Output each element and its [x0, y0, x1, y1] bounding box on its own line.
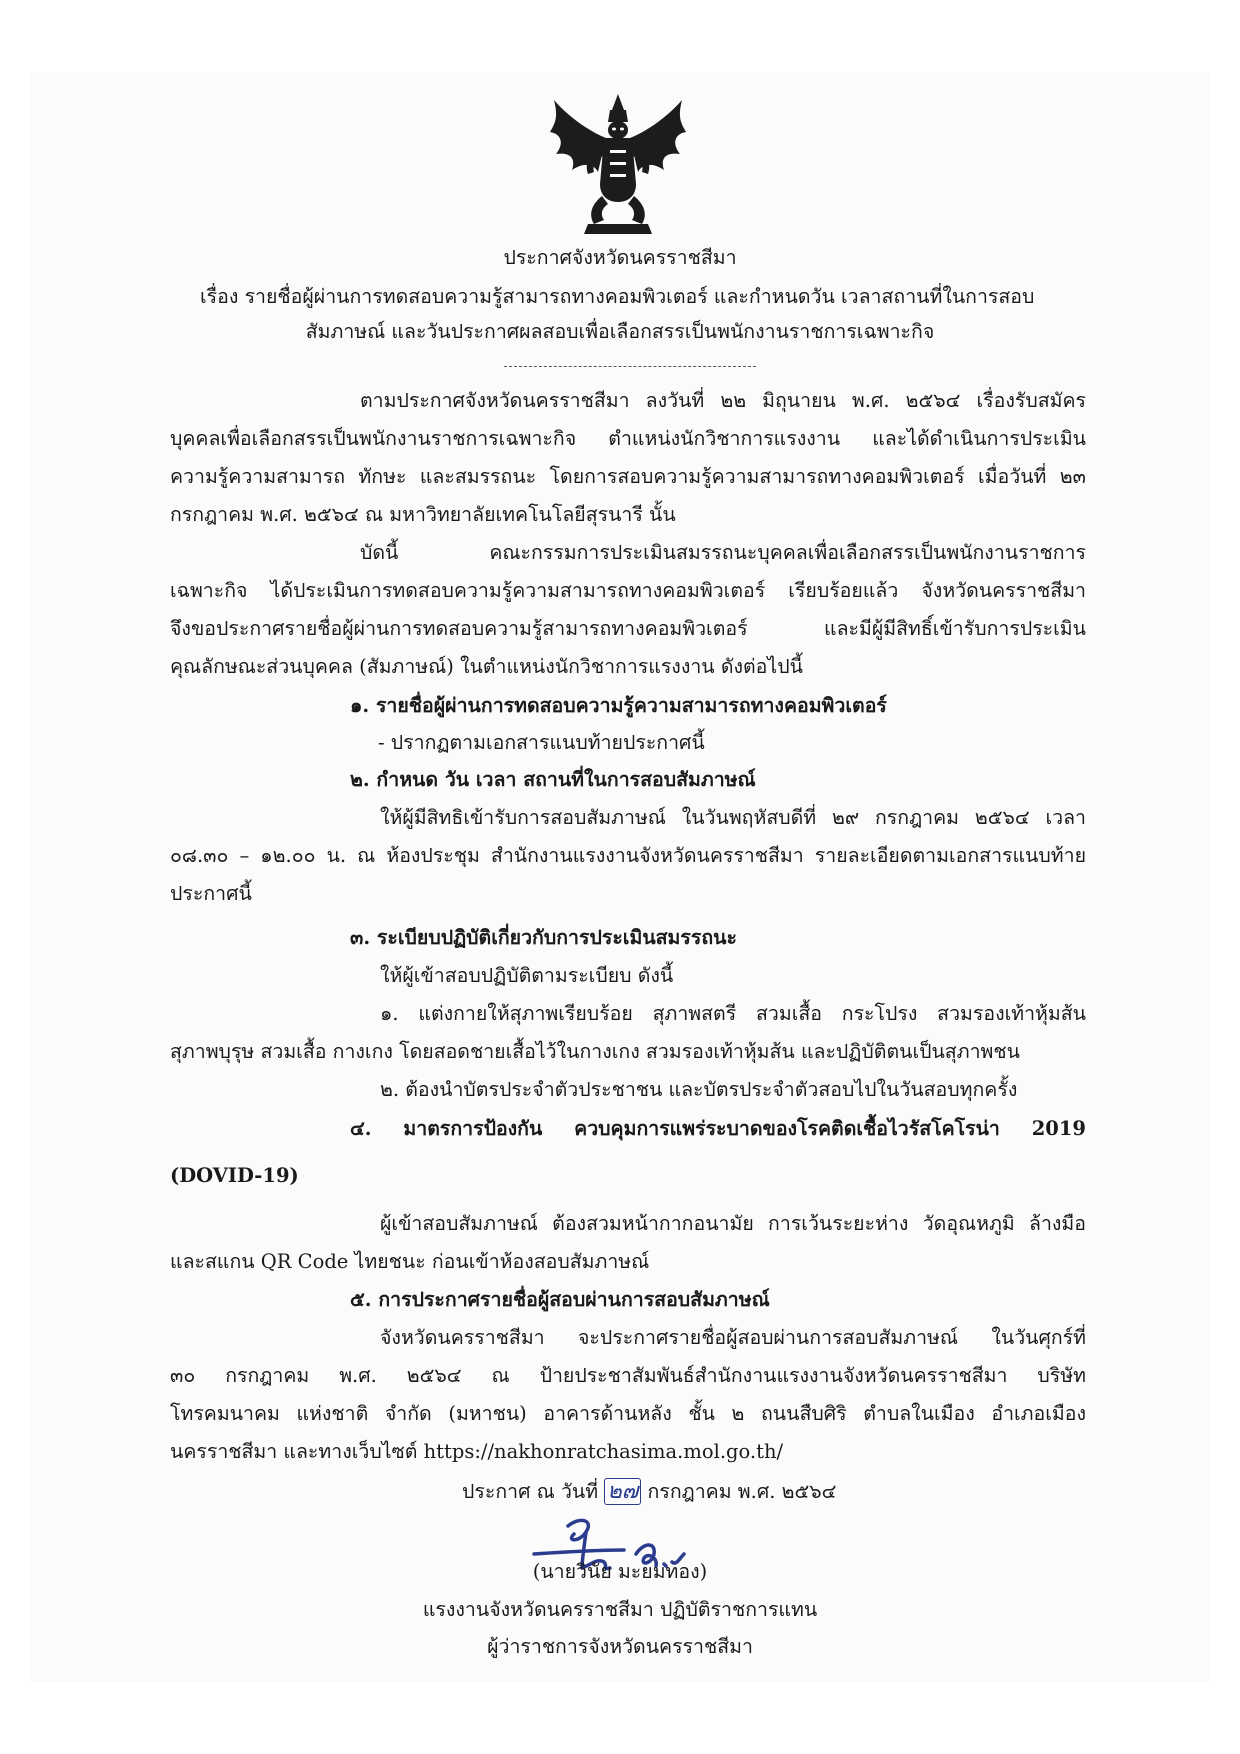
intro-p2-line3: จึงขอประกาศรายชื่อผู้ผ่านการทดสอบความรู้สามารถทางคอมพิวเตอร์ และมีผู้มีสิทธิ์เข้ารับการประเมิน — [170, 617, 1086, 640]
section-3-item1-line1: ๑. แต่งกายให้สุภาพเรียบร้อย สุภาพสตรี สวมเสื้อ กระโปรง สวมรองเท้าหุ้มส้น — [380, 1002, 1086, 1025]
intro-p1-line4: กรกฎาคม พ.ศ. ๒๕๖๔ ณ มหาวิทยาลัยเทคโนโลยีสุรนารี นั้น — [170, 503, 676, 526]
section-3-item2: ๒. ต้องนำบัตรประจำตัวประชาชน และบัตรประจำตัวสอบไปในวันสอบทุกครั้ง — [380, 1078, 1018, 1101]
section-5-heading: ๕. การประกาศรายชื่อผู้สอบผ่านการสอบสัมภาษณ์ — [350, 1288, 770, 1311]
signer-title-2: ผู้ว่าราชการจังหวัดนครราชสีมา — [487, 1635, 753, 1658]
date-suffix: กรกฎาคม พ.ศ. ๒๕๖๔ — [647, 1480, 837, 1503]
document-title: ประกาศจังหวัดนครราชสีมา — [503, 246, 737, 269]
section-3-item1-line2: สุภาพบุรุษ สวมเสื้อ กางเกง โดยสอดชายเสื้อไว้ในกางเกง สวมรองเท้าหุ้มส้น และปฏิบัติตนเป็นสุภาพชน — [170, 1040, 1020, 1063]
section-4-line1: ผู้เข้าสอบสัมภาษณ์ ต้องสวมหน้ากากอนามัย การเว้นระยะห่าง วัดอุณหภูมิ ล้างมือ — [380, 1212, 1086, 1235]
section-2-line2: ๐๘.๓๐ – ๑๒.๐๐ น. ณ ห้องประชุม สำนักงานแรงงานจังหวัดนครราชสีมา รายละเอียดตามเอกสารแนบท้าย — [170, 844, 1086, 867]
section-2-line1: ให้ผู้มีสิทธิเข้ารับการสอบสัมภาษณ์ ในวันพฤหัสบดีที่ ๒๙ กรกฎาคม ๒๕๖๔ เวลา — [380, 806, 1086, 829]
section-4-line2: และสแกน QR Code ไทยชนะ ก่อนเข้าห้องสอบสัมภาษณ์ — [170, 1250, 650, 1273]
section-3-intro: ให้ผู้เข้าสอบปฏิบัติตามระเบียบ ดังนี้ — [380, 964, 674, 987]
header-separator — [504, 366, 756, 367]
date-day: ๒๗ — [604, 1478, 641, 1505]
intro-p1-line3: ความรู้ความสามารถ ทักษะ และสมรรถนะ โดยการสอบความรู้ความสามารถทางคอมพิวเตอร์ เมื่อวันที่ ๒๓ — [170, 465, 1086, 488]
subject-line-2: สัมภาษณ์ และวันประกาศผลสอบเพื่อเลือกสรรเป็นพนักงานราชการเฉพาะกิจ — [305, 320, 935, 343]
section-5-line2: ๓๐ กรกฎาคม พ.ศ. ๒๕๖๔ ณ ป้ายประชาสัมพันธ์สำนักงานแรงงานจังหวัดนครราชสีมา บริษัท — [170, 1364, 1086, 1387]
signer-name: (นายวินัย มะยมทอง) — [532, 1560, 708, 1583]
subject-line-1: เรื่อง รายชื่อผู้ผ่านการทดสอบความรู้สามารถทางคอมพิวเตอร์ และกำหนดวัน เวลาสถานที่ในการสอบ — [200, 285, 1035, 308]
section-4-heading-line1: ๔. มาตรการป้องกัน ควบคุมการแพร่ระบาดของโรคติดเชื้อไวรัสโคโรน่า 2019 — [350, 1117, 1086, 1140]
section-1-heading: ๑. รายชื่อผู้ผ่านการทดสอบความรู้ความสามารถทางคอมพิวเตอร์ — [350, 694, 887, 717]
section-2-heading: ๒. กำหนด วัน เวลา สถานที่ในการสอบสัมภาษณ์ — [350, 768, 756, 791]
intro-p2-line1: บัดนี้ คณะกรรมการประเมินสมรรถนะบุคคลเพื่อเลือกสรรเป็นพนักงานราชการ — [360, 541, 1086, 564]
section-5-line4: นครราชสีมา และทางเว็บไซต์ https://nakhonratchasima.mol.go.th/ — [170, 1440, 784, 1463]
section-2-line3: ประกาศนี้ — [170, 882, 252, 905]
garuda-emblem-icon — [548, 92, 688, 237]
section-1-item: - ปรากฏตามเอกสารแนบท้ายประกาศนี้ — [378, 731, 705, 754]
section-3-heading: ๓. ระเบียบปฏิบัติเกี่ยวกับการประเมินสมรรถนะ — [350, 926, 737, 949]
date-prefix: ประกาศ ณ วันที่ — [462, 1480, 599, 1503]
intro-p1-line2: บุคคลเพื่อเลือกสรรเป็นพนักงานราชการเฉพาะกิจ ตำแหน่งนักวิชาการแรงงาน และได้ดำเนินการประเมิน — [170, 427, 1086, 450]
section-5-line3: โทรคมนาคม แห่งชาติ จำกัด (มหาชน) อาคารด้านหลัง ชั้น ๒ ถนนสืบศิริ ตำบลในเมือง อำเภอเมือง — [170, 1402, 1086, 1425]
intro-p2-line4: คุณลักษณะส่วนบุคคล (สัมภาษณ์) ในตำแหน่งนักวิชาการแรงงาน ดังต่อไปนี้ — [170, 655, 803, 678]
intro-p2-line2: เฉพาะกิจ ได้ประเมินการทดสอบความรู้ความสามารถทางคอมพิวเตอร์ เรียบร้อยแล้ว จังหวัดนครราชสีมา — [170, 579, 1086, 602]
section-4-heading-line2: (DOVID-19) — [170, 1164, 299, 1187]
announcement-date — [462, 1478, 836, 1506]
intro-p1-line1: ตามประกาศจังหวัดนครราชสีมา ลงวันที่ ๒๒ มิถุนายน พ.ศ. ๒๕๖๔ เรื่องรับสมัคร — [360, 389, 1086, 412]
signer-title-1: แรงงานจังหวัดนครราชสีมา ปฏิบัติราชการแทน — [422, 1598, 818, 1621]
section-5-line1: จังหวัดนครราชสีมา จะประกาศรายชื่อผู้สอบผ่านการสอบสัมภาษณ์ ในวันศุกร์ที่ — [380, 1326, 1086, 1349]
